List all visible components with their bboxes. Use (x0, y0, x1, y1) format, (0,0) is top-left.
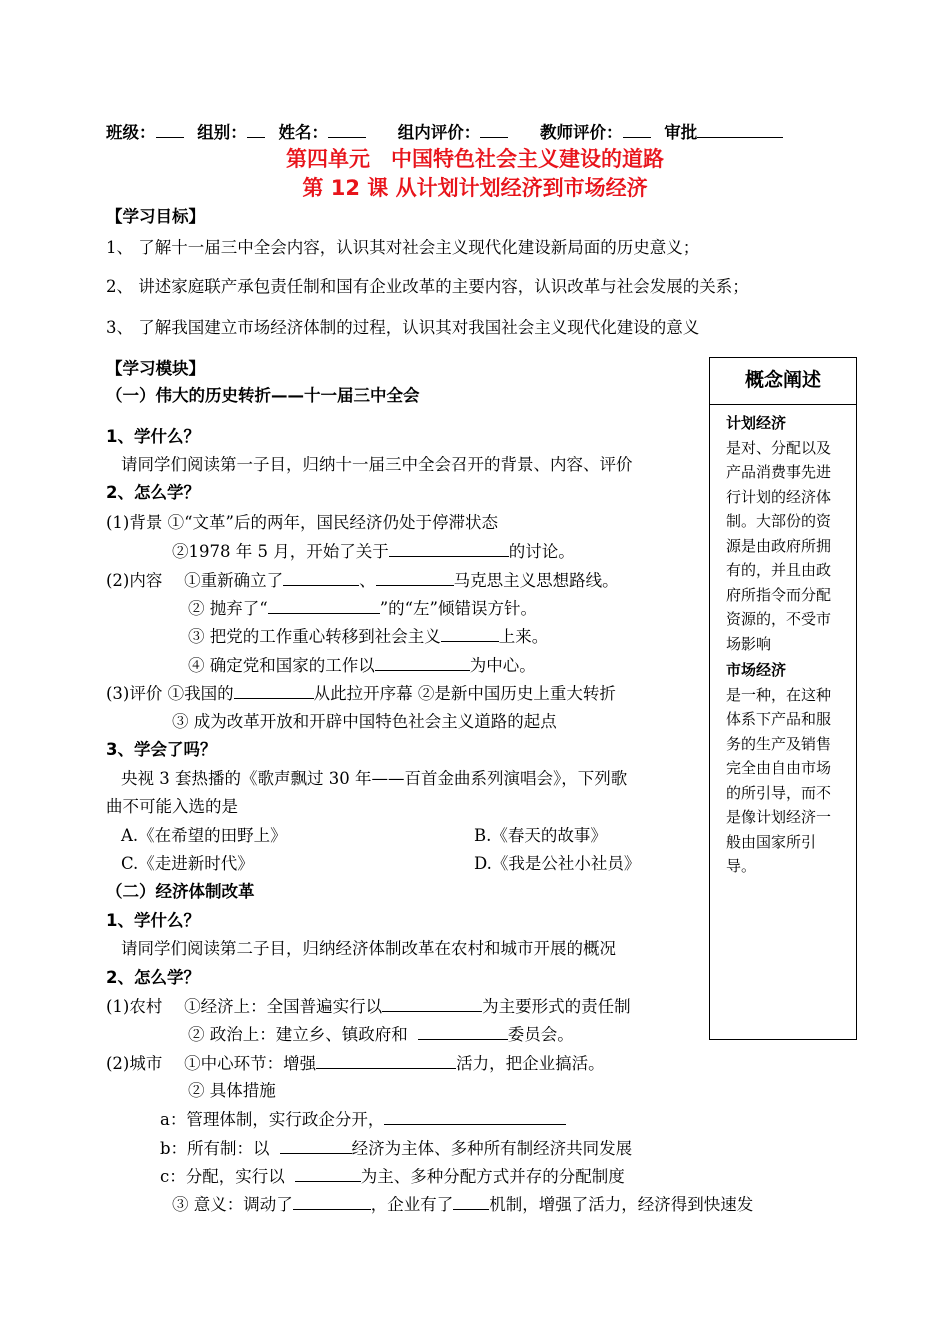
significance-line: ③ 意义：调动了 ，企业有了 机制，增强了活力，经济得到快速发 (172, 1195, 754, 1214)
content-line-3: ③ 把党的工作重心转移到社会主义 上来。 (188, 627, 549, 646)
lesson-title: 第 12 课 从计划计划经济到市场经济 (302, 176, 648, 200)
section2-learn-what: 1、学什么？ (106, 911, 200, 930)
header-line (106, 121, 783, 144)
background-line-1: (1)背景 ①“文革”后的两年，国民经济仍处于停滞状态 (106, 513, 498, 532)
peer-eval-label: 组内评价： (397, 123, 481, 142)
approve-field[interactable] (697, 121, 783, 138)
concept-heading: 概念阐述 (710, 358, 856, 405)
peer-eval-field[interactable] (480, 121, 508, 138)
goal-item: 2、 讲述家庭联产承包责任制和国有企业改革的主要内容，认识改革与社会发展的关系； (106, 277, 749, 296)
blank-field[interactable] (418, 1023, 508, 1040)
question-line-2: 曲不可能入选的是 (106, 797, 238, 816)
blank-field[interactable] (268, 597, 380, 614)
concept-body (710, 405, 856, 879)
blank-field[interactable] (441, 625, 499, 642)
concept-text-planned-economy: 是对、分配以及产品消费事先进行计划的经济体制。大部份的资源是由政府所拥有的，并且由政府所指令而分配资源的，不受市场影响 (726, 438, 832, 653)
content-line-4: ④ 确定党和国家的工作以 为中心。 (188, 656, 536, 675)
section1-how: 2、怎么学？ (106, 483, 200, 502)
class-field[interactable] (156, 121, 184, 138)
group-field[interactable] (247, 121, 265, 138)
blank-field[interactable] (382, 995, 482, 1012)
concept-term-planned-economy: 计划经济 (726, 414, 787, 432)
urban-line-2: ② 具体措施 (188, 1081, 276, 1100)
module-heading: 【学习模块】 (106, 359, 205, 378)
blank-field[interactable] (384, 1108, 566, 1125)
content-line-1: (2)内容 ①重新确立了 、 马克思主义思想路线。 (106, 571, 619, 590)
evaluation-line-1: (3)评价 ①我国的 从此拉开序幕 ②是新中国历史上重大转折 (106, 684, 616, 703)
section1-learn-what-text: 请同学们阅读第一子目，归纳十一届三中全会召开的背景、内容、评价 (121, 455, 633, 474)
teacher-eval-field[interactable] (623, 121, 651, 138)
evaluation-line-2: ③ 成为改革开放和开辟中国特色社会主义道路的起点 (172, 712, 557, 731)
urban-measure-a: a：管理体制，实行政企分开， (160, 1108, 566, 1131)
goal-item: 3、 了解我国建立市场经济体制的过程，认识其对我国社会主义现代化建设的意义 (106, 318, 700, 337)
blank-field[interactable] (375, 654, 470, 671)
unit-title: 第四单元 中国特色社会主义建设的道路 (286, 147, 664, 171)
blank-field[interactable] (283, 569, 359, 586)
section1-learn-what: 1、学什么？ (106, 427, 200, 446)
blank-field[interactable] (389, 540, 509, 557)
option-b[interactable]: B.《春天的故事》 (474, 826, 607, 845)
background-line-2: ②1978 年 5 月，开始了关于 的讨论。 (172, 542, 575, 561)
section1-check: 3、学会了吗？ (106, 740, 217, 759)
section2-learn-what-text: 请同学们阅读第二子目，归纳经济体制改革在农村和城市开展的概况 (121, 939, 616, 958)
urban-measure-b: b：所有制：以 经济为主体、多种所有制经济共同发展 (160, 1139, 633, 1158)
option-c[interactable]: C.《走进新时代》 (121, 854, 254, 873)
name-field[interactable] (328, 121, 366, 138)
urban-measure-c: c：分配，实行以 为主、多种分配方式并存的分配制度 (160, 1167, 625, 1186)
blank-field[interactable] (316, 1052, 456, 1069)
goals-heading: 【学习目标】 (106, 207, 205, 226)
rural-line-1: (1)农村 ①经济上：全国普遍实行以 为主要形式的责任制 (106, 997, 631, 1016)
concept-box (709, 357, 857, 1040)
teacher-eval-label: 教师评价： (540, 123, 623, 142)
goal-item: 1、 了解十一届三中全会内容，认识其对社会主义现代化建设新局面的历史意义； (106, 238, 700, 257)
name-label: 姓名： (278, 123, 328, 142)
concept-term-market-economy: 市场经济 (726, 661, 787, 679)
content-line-2: ② 抛弃了“ ”的“左”倾错误方针。 (188, 599, 537, 618)
urban-line-1: (2)城市 ①中心环节：增强 活力，把企业搞活。 (106, 1054, 605, 1073)
blank-field[interactable] (234, 682, 314, 699)
group-label: 组别： (197, 123, 247, 142)
option-d[interactable]: D.《我是公社小社员》 (474, 854, 641, 873)
section2-how: 2、怎么学？ (106, 968, 200, 987)
rural-line-2: ② 政治上：建立乡、镇政府和 委员会。 (188, 1025, 574, 1044)
blank-field[interactable] (453, 1193, 489, 1210)
concept-text-market-economy: 是一种，在这种体系下产品和服务的生产及销售完全由自由市场的所引导，而不是像计划经济一般由国家所引导。 (726, 685, 832, 875)
blank-field[interactable] (280, 1137, 352, 1154)
option-a[interactable]: A.《在希望的田野上》 (121, 826, 287, 845)
class-label: 班级： (106, 123, 156, 142)
question-line-1: 央视 3 套热播的《歌声飘过 30 年——百首金曲系列演唱会》，下列歌 (121, 769, 628, 788)
section1-title: （一）伟大的历史转折——十一届三中全会 (106, 386, 420, 405)
blank-field[interactable] (295, 1165, 361, 1182)
section2-title: （二）经济体制改革 (106, 882, 255, 901)
approve-label: 审批 (664, 123, 698, 142)
blank-field[interactable] (376, 569, 454, 586)
blank-field[interactable] (293, 1193, 371, 1210)
